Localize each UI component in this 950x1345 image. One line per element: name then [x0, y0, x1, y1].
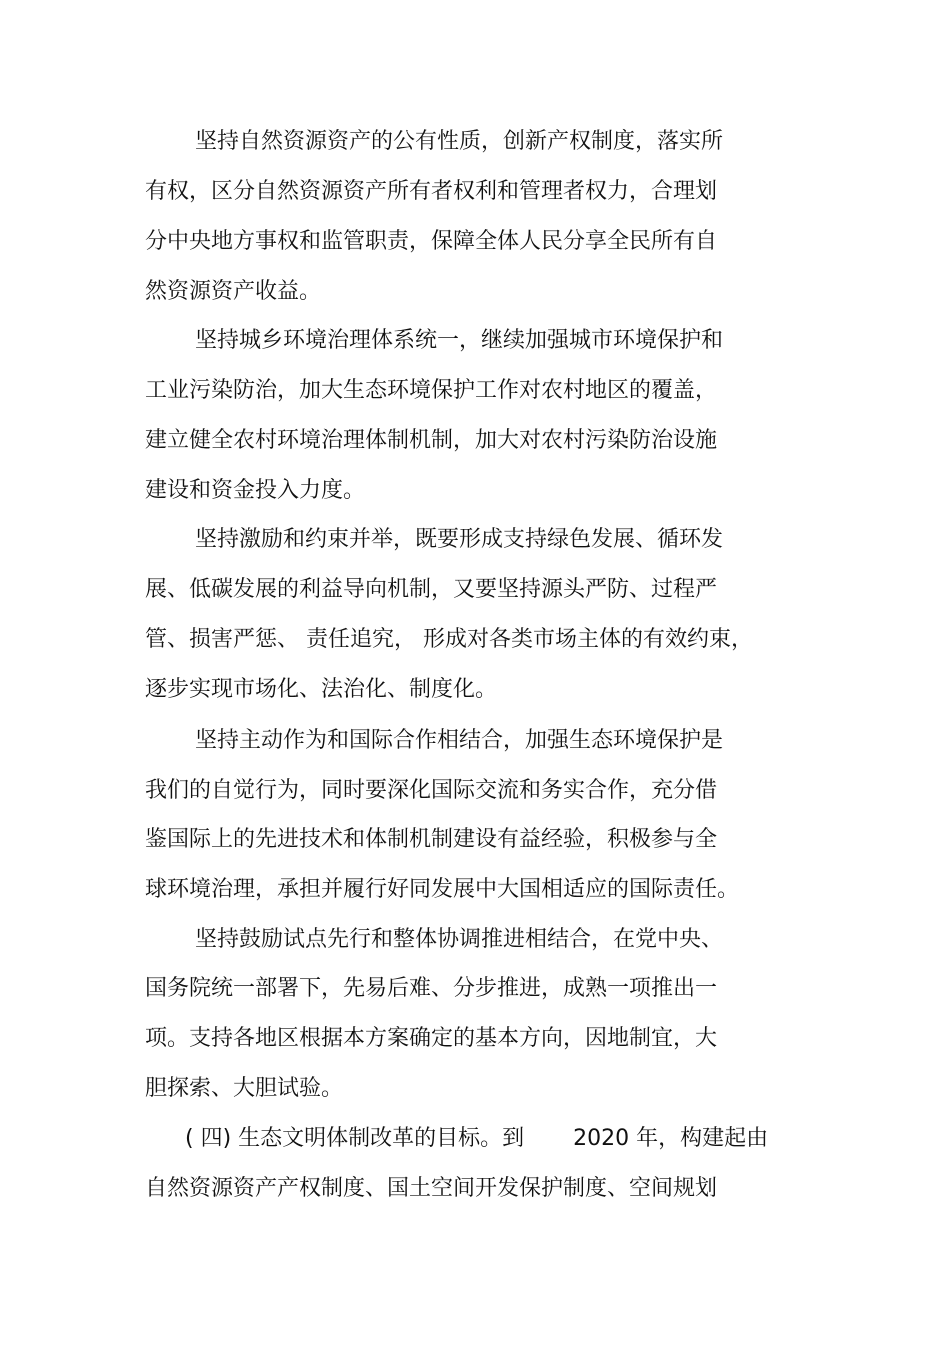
text-line: 坚持自然资源资产的公有性质，创新产权制度，落实所	[195, 129, 724, 154]
text-line: 建设和资金投入力度。	[145, 478, 366, 503]
text-line: 建立健全农村环境治理体制机制，加大对农村污染防治设施	[145, 428, 718, 453]
text-line: 自然资源资产产权制度、国土空间开发保护制度、空间规划	[145, 1176, 718, 1201]
text-line: 坚持城乡环境治理体系统一，继续加强城市环境保护和	[195, 328, 724, 353]
text-line: 我们的自觉行为，同时要深化国际交流和务实合作，充分借	[145, 778, 718, 803]
text-line: 管、损害严惩、 责任追究， 形成对各类市场主体的有效约束，	[145, 627, 753, 652]
text-line: 然资源资产收益。	[145, 279, 322, 304]
text-line: 坚持鼓励试点先行和整体协调推进相结合，在党中央、	[195, 927, 724, 952]
text-line: 展、低碳发展的利益导向机制，又要坚持源头严防、过程严	[145, 577, 718, 602]
text-line: 逐步实现市场化、法治化、制度化。	[145, 677, 498, 702]
text-line: 胆探索、大胆试验。	[145, 1076, 344, 1101]
text-line: 坚持主动作为和国际合作相结合，加强生态环境保护是	[195, 728, 724, 753]
text-line: 国务院统一部署下，先易后难、分步推进，成熟一项推出一	[145, 976, 718, 1001]
text-line: 工业污染防治，加大生态环境保护工作对农村地区的覆盖，	[145, 378, 718, 403]
text-line: 球环境治理，承担并履行好同发展中大国相适应的国际责任。	[145, 877, 740, 902]
text-line: ( 四) 生态文明体制改革的目标。到 2020 年，构建起由	[185, 1126, 769, 1151]
text-line: 坚持激励和约束并举，既要形成支持绿色发展、循环发	[195, 527, 724, 552]
text-line: 项。支持各地区根据本方案确定的基本方向，因地制宜，大	[145, 1026, 718, 1051]
text-line: 有权，区分自然资源资产所有者权利和管理者权力，合理划	[145, 179, 718, 204]
text-line: 鉴国际上的先进技术和体制机制建设有益经验，积极参与全	[145, 827, 718, 852]
text-line: 分中央地方事权和监管职责，保障全体人民分享全民所有自	[145, 229, 718, 254]
